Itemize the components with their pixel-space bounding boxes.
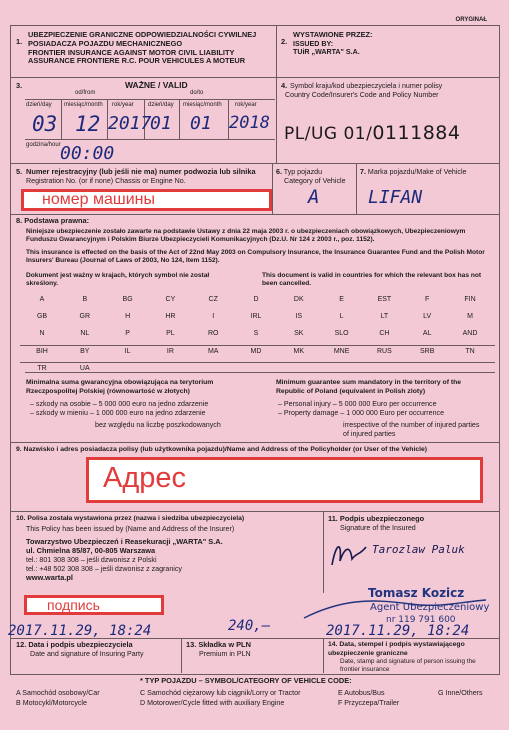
box-12-label: 12. Data i podpis ubezpieczyciela (16, 640, 133, 649)
box-12-hand: 2017.11.29, 18:24 (8, 623, 152, 639)
box-13-label-en: Premium in PLN (199, 650, 251, 658)
box-2 (281, 30, 373, 57)
box-5-pl: Numer rejestracyjny (lub jeśli nie ma) numer podwozia lub silnika (26, 167, 256, 176)
country-m: M (467, 313, 473, 321)
box-8-number: 8. (16, 216, 23, 225)
country-f: F (425, 296, 430, 303)
country-est: EST (377, 296, 392, 303)
box-1-title-pl-1: UBEZPIECZENIE GRANICZNE ODPOWIEDZIALNOŚCI CYWILNEJ (28, 30, 257, 39)
hand-year-to: 2018 (229, 113, 270, 133)
col-year-to: rok/year (235, 102, 257, 108)
box-3-title: WAŻNE / VALID (125, 80, 188, 90)
country-sk: SK (294, 330, 304, 338)
box-8-pl-para: Niniejsze ubezpieczenie zostało zawarte na podstawie Ustawy z dnia 22 maja 2003 r. o ubezpieczeniach obowiązkowych, Ubezpieczeniowym Funduszu Gwarancyjnym i Polskim Biurze Ubezpieczycieli Komunikacyjnych (Dz.U. Nr 124 z 2003 r., poz. 1152). (26, 228, 466, 243)
country-tr: TR (37, 364, 47, 372)
row-divider (20, 345, 495, 346)
box-13-label: 13. Składka w PLN (186, 640, 251, 649)
box-1-title-en-1: FRONTIER INSURANCE AGAINST MOTOR CIVIL LIABILITY (28, 47, 235, 57)
country-a: A (39, 296, 45, 303)
footer-title: * TYP POJAZDU – SYMBOL/CATEGORY OF VEHICLE CODE: (140, 676, 352, 685)
box-1-title-en-2: ASSURANCE FRONTIERE R.C. POUR VEHICULES A MOTEUR (28, 56, 246, 66)
country-rus: RUS (377, 347, 392, 355)
registration-redacted: номер машины (21, 189, 272, 211)
country-gb: GB (36, 313, 48, 321)
country-d: D (253, 296, 259, 303)
col-month-to: miesiąc/month (183, 102, 222, 108)
country-by: BY (80, 347, 90, 355)
box-4-pl: Symbol kraju/kod ubezpieczyciela i numer polisy (290, 82, 443, 90)
country-is: IS (295, 313, 303, 321)
country-hr: HR (165, 313, 176, 321)
minsum-pl-3: bez względu na liczbę poszkodowanych (95, 421, 221, 429)
footer-c: C Samochód ciężarowy lub ciągnik/Lorry or Tractor (140, 689, 301, 697)
minsum-en-2: – Property damage – 1 000 000 Euro per occurrence (278, 409, 445, 417)
country-lt: LT (380, 313, 389, 321)
box-4-number: 4. (281, 81, 288, 90)
minsum-pl-1: – szkody na osobie – 5 000 000 euro na jedno zdarzenie (30, 400, 209, 408)
insurer-tel-1: tel.: 801 308 308 – jeśli dzwonisz z Polski (26, 556, 157, 564)
footer-f: F Przyczepa/Trailer (338, 699, 400, 707)
hand-hour: 00:00 (60, 143, 115, 164)
country-srb: SRB (419, 347, 435, 355)
box-5-number: 5. (16, 167, 23, 176)
box-4-en: Country Code/Insurer's Code and Policy Number (285, 91, 439, 99)
vehicle-make: LIFAN (368, 187, 423, 208)
country-nl: NL (80, 330, 90, 338)
country-ua: UA (79, 364, 90, 372)
box-7-label: Marka pojazdu/Make of Vehicle (367, 168, 467, 176)
insurer-company: Towarzystwo Ubezpieczeń i Reasekuracji „WARTA" S.A. (26, 537, 223, 546)
box-2-number: 2. (281, 37, 288, 46)
box-10-label: 10. Polisa została wystawiona przez (nazwa i siedziba ubezpieczyciela) (16, 515, 245, 522)
country-mk: MK (293, 347, 305, 355)
hand-year-from: 2017 (108, 113, 152, 134)
box-8-en-para: This insurance is effected on the basis of the Act of 22nd May 2003 on Compulsory Insurance, the Insurance Guarantee Fund and the Polish Motor Insurers' Bureau (Journal of Laws of 2003, No 124, Item 1152). (26, 249, 485, 264)
policy-prefix: PL/UG 01/ (284, 124, 373, 144)
address-redacted: Адрес (86, 457, 483, 503)
box-6-pl: Typ pojazdu (283, 168, 323, 176)
minsum-en-3: irrespective of the number of injured parties (343, 421, 480, 429)
box-14-label-en: Date, stamp and signature of person issuing the frontier insurance (340, 658, 476, 673)
country-md: MD (250, 347, 262, 355)
country-s: S (253, 330, 259, 338)
stamp-signature-scribble (300, 596, 490, 626)
box-14-label: 14. Data, stempel i podpis wystawiającego ubezpieczenie graniczne (328, 641, 465, 657)
box-2-issued: ISSUED BY: (293, 39, 334, 48)
country-fin: FIN (464, 296, 476, 303)
country-and: AND (462, 330, 478, 338)
country-i: I (212, 313, 215, 321)
box-6-en: Category of Vehicle (284, 177, 346, 185)
box-12-label-en: Date and signature of Insuring Party (30, 650, 144, 658)
minsum-en-title: Minimum guarantee sum mandatory in the territory of the Republic of Poland (equivalent in Polish zloty) (276, 379, 462, 395)
country-gr: GR (79, 313, 91, 321)
insured-signature: Tarozlaw Paluk (372, 543, 465, 556)
box-2-title: WYSTAWIONE PRZEZ: (293, 30, 373, 39)
hand-month-to: 01 (190, 113, 212, 134)
col-month-from: miesiąc/month (64, 102, 103, 108)
box-3-to: do/to (190, 90, 204, 96)
country-p: P (125, 330, 130, 338)
box-3-number: 3. (16, 81, 23, 90)
hand-day-to: 01 (150, 113, 172, 134)
country-ro: RO (207, 330, 219, 338)
country-il: IL (124, 347, 131, 355)
stamp-name: Tomasz Kozicz (368, 586, 465, 600)
box-1 (16, 30, 271, 66)
valid-pl: Dokument jest ważny w krajach, których symbol nie został skreślony. (26, 272, 210, 287)
footer-g: G Inne/Others (438, 689, 483, 697)
box-2-issuer: TUiR „WARTA" S.A. (293, 48, 360, 57)
valid-en: This document is valid in countries for which the relevant box has not been cancelled. (262, 272, 482, 287)
vehicle-category: A (308, 186, 320, 208)
box-6-number: 6. (276, 168, 282, 176)
original-label: ORYGINAŁ (455, 17, 487, 23)
country-e: E (339, 296, 344, 303)
col-day-from: dzień/day (26, 102, 52, 108)
country-dk: DK (293, 296, 304, 303)
hand-month-from: 12 (75, 112, 101, 136)
box-13-hand: 240,– (228, 618, 271, 634)
country-irl: IRL (250, 313, 262, 321)
stamp-role: Agent Ubezpieczeniowy (370, 602, 490, 613)
footer-a: A Samochód osobowy/Car (16, 689, 100, 697)
box-11-label-en: Signature of the Insured (340, 524, 416, 532)
footer-d: D Motorower/Cycle fitted with auxiliary Engine (140, 699, 285, 707)
row-divider (20, 362, 495, 363)
minsum-pl-2: – szkody w mieniu – 1 000 000 euro na jedno zdarzenie (30, 409, 206, 417)
box-3-from: od/from (75, 90, 96, 96)
country-l: L (339, 313, 344, 321)
box-1-title-pl-2: POSIADACZA POJAZDU MECHANICZNEGO (28, 38, 183, 48)
stamp-number: nr 119 791 600 (386, 615, 456, 625)
country-ma: MA (207, 347, 219, 355)
box-8-title: Podstawa prawna: (24, 216, 90, 225)
country-slo: SLO (334, 330, 349, 338)
country-ch: CH (379, 330, 390, 338)
country-mne: MNE (333, 347, 350, 355)
footer-e: E Autobus/Bus (338, 689, 385, 697)
minsum-pl-title: Minimalna suma gwarancyjna obowiązująca na terytorium Rzeczpospolitej Polskiej (równowartość w złotych) (26, 379, 214, 395)
box-5-en: Registration No. (or if none) Chassis or Engine No. (26, 177, 186, 185)
policy-number: 0111884 (372, 122, 461, 144)
box-9-label: 9. Nazwisko i adres posiadacza polisy (lub użytkownika pojazdu)/Name and Address of the Policyholder (or User of the Vehicle) (16, 446, 428, 453)
country-b: B (82, 296, 88, 303)
country-tn: TN (465, 347, 475, 355)
box-1-number: 1. (16, 37, 23, 46)
country-cy: CY (165, 296, 176, 303)
insurer-tel-2: tel.: +48 502 308 308 – jeśli dzwonisz z zagranicy (26, 565, 182, 573)
country-bg: BG (122, 296, 133, 303)
country-pl: PL (166, 330, 175, 338)
box-14-hand: 2017.11.29, 18:24 (326, 623, 470, 639)
hand-day-from: 03 (32, 112, 58, 136)
country-lv: LV (423, 313, 432, 321)
country-n: N (39, 330, 45, 338)
country-ir: IR (166, 347, 174, 355)
box-11-label: 11. Podpis ubezpieczonego (328, 514, 425, 523)
country-al: AL (422, 330, 432, 338)
country-h: H (125, 313, 131, 321)
minsum-en-1: – Personal injury – 5 000 000 Euro per occurrence (278, 400, 437, 408)
insurer-address: ul. Chmielna 85/87, 00-805 Warszawa (26, 546, 156, 555)
col-year-from: rok/year (112, 102, 134, 108)
footer-b: B Motocykl/Motorcycle (16, 699, 87, 707)
col-day-to: dzień/day (148, 102, 174, 108)
box-10-label-en: This Policy has been issued by (Name and Address of the Insurer) (26, 525, 235, 533)
hour-label: godzina/hour (26, 142, 61, 148)
signature-redacted: подпись (24, 595, 164, 615)
country-cz: CZ (208, 296, 218, 303)
country-bih: BIH (36, 347, 48, 355)
box-7-number: 7. (360, 168, 366, 176)
insurer-web: www.warta.pl (26, 573, 73, 582)
